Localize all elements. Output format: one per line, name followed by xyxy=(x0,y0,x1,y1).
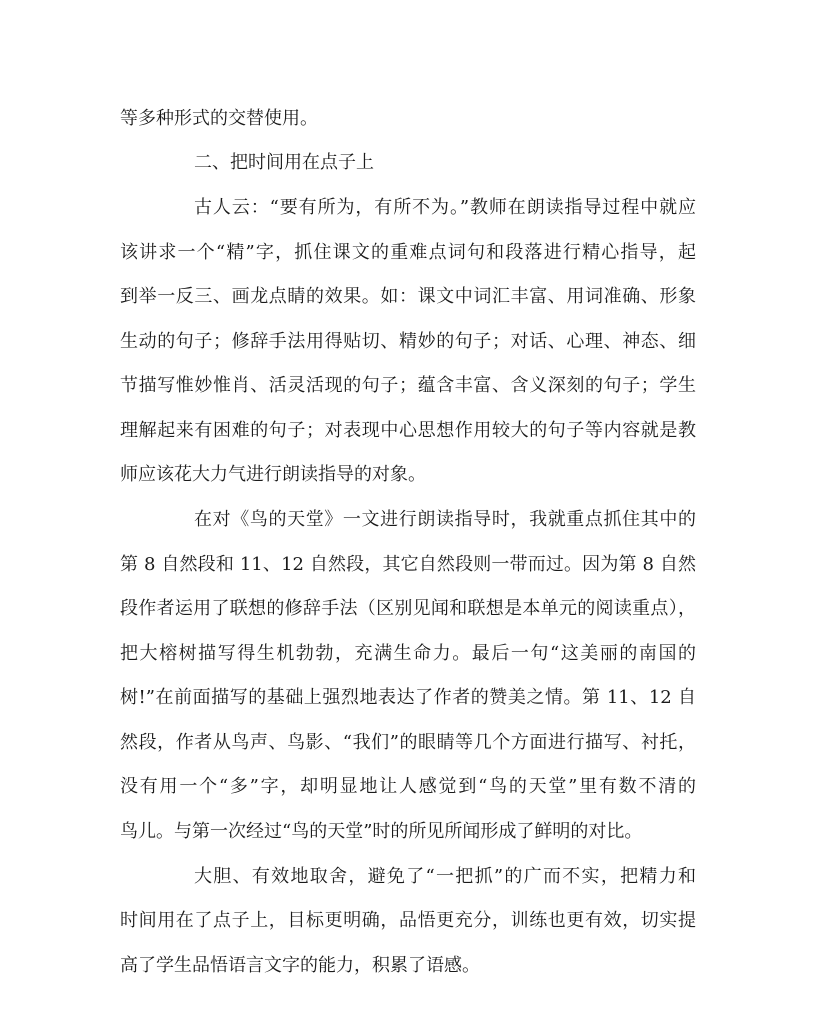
paragraph-line: 理解起来有困难的句子；对表现中心思想作用较大的句子等内容就是教 xyxy=(120,420,696,441)
paragraph-line: 古人云：“要有所为，有所不为。”教师在朗读指导过程中就应 xyxy=(194,197,696,218)
paragraph-line: 该讲求一个“精”字，抓住课文的重难点词句和段落进行精心指导，起 xyxy=(120,242,696,263)
paragraph-line: 然段，作者从鸟声、鸟影、“我们”的眼睛等几个方面进行描写、衬托， xyxy=(120,732,696,753)
paragraph-line: 把大榕树描写得生机勃勃，充满生命力。最后一句“这美丽的南国的 xyxy=(120,643,696,664)
paragraph-line: 鸟儿。与第一次经过“鸟的天堂”时的所见所闻形成了鲜明的对比。 xyxy=(120,821,643,842)
paragraph-line: 没有用一个“多”字，却明显地让人感觉到“鸟的天堂”里有数不清的 xyxy=(120,776,696,797)
paragraph-line: 大胆、有效地取舍，避免了“一把抓”的广而不实，把精力和 xyxy=(194,866,696,887)
paragraph-line: 第 8 自然段和 11、12 自然段，其它自然段则一带而过。因为第 8 自然 xyxy=(120,554,696,575)
paragraph-line: 节描写惟妙惟肖、活灵活现的句子；蕴含丰富、含义深刻的句子；学生 xyxy=(120,375,696,396)
paragraph-line: 高了学生品悟语言文字的能力，积累了语感。 xyxy=(120,955,480,976)
paragraph-line: 时间用在了点子上，目标更明确，品悟更充分，训练也更有效，切实提 xyxy=(120,910,696,931)
paragraph-line: 段作者运用了联想的修辞手法（区别见闻和联想是本单元的阅读重点）， xyxy=(120,598,696,619)
paragraph-line: 树!”在前面描写的基础上强烈地表达了作者的赞美之情。第 11、12 自 xyxy=(120,687,696,708)
paragraph-line: 生动的句子；修辞手法用得贴切、精妙的句子；对话、心理、神态、细 xyxy=(120,331,696,352)
section-heading: 二、把时间用在点子上 xyxy=(194,152,374,173)
paragraph-line: 在对《鸟的天堂》一文进行朗读指导时，我就重点抓住其中的 xyxy=(194,509,696,530)
paragraph-line: 师应该花大力气进行朗读指导的对象。 xyxy=(120,464,426,485)
paragraph-line: 到举一反三、画龙点睛的效果。如：课文中词汇丰富、用词准确、形象 xyxy=(120,286,696,307)
paragraph-line: 等多种形式的交替使用。 xyxy=(120,108,318,129)
